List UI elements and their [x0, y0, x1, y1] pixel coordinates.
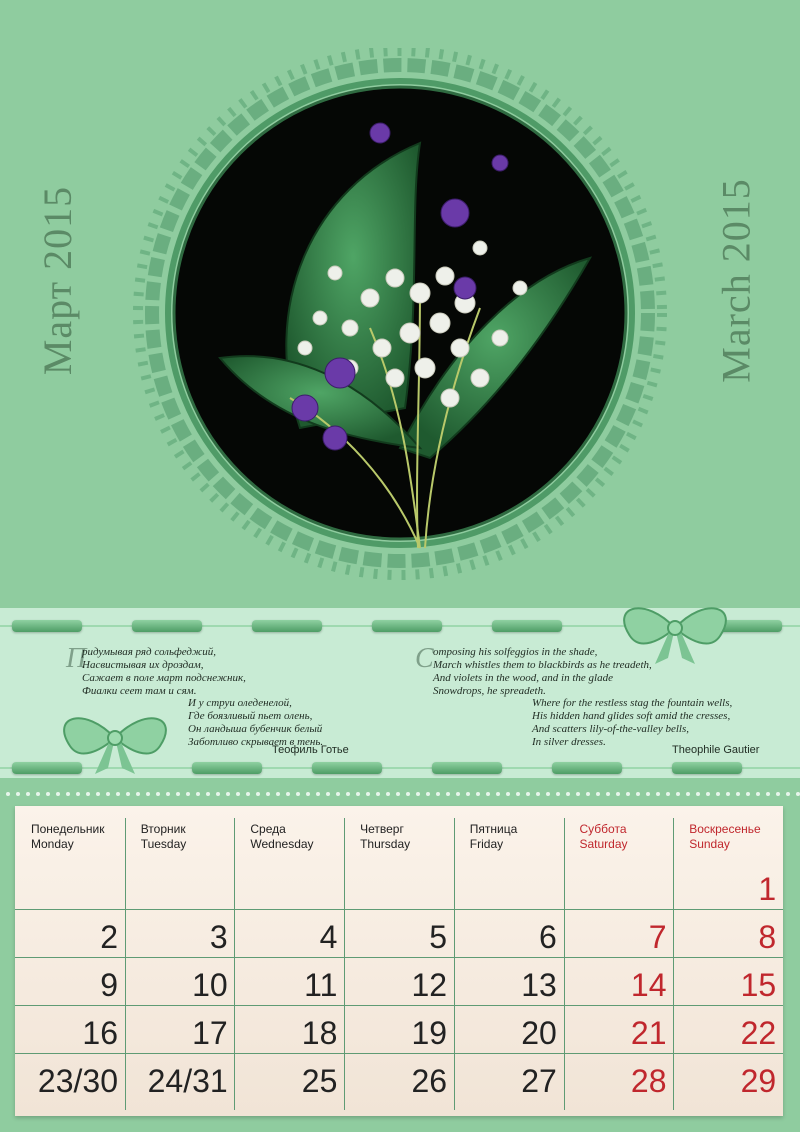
author-ru: Теофиль Готье	[272, 744, 349, 756]
author-en: Theophile Gautier	[672, 744, 760, 756]
date-cell: 3	[209, 919, 228, 955]
date-cell: 27	[521, 1063, 557, 1099]
embroidery-artwork	[120, 48, 680, 608]
day-name-ru: Суббота	[579, 822, 627, 836]
day-header-tuesday	[141, 822, 187, 852]
date-cell: 16	[82, 1015, 118, 1051]
date-cell: 13	[521, 967, 557, 1003]
day-header-friday	[470, 822, 518, 852]
day-header-wednesday	[250, 822, 313, 852]
row-divider	[15, 1005, 783, 1006]
date-cell: 14	[630, 967, 667, 1003]
date-cell: 25	[301, 1063, 338, 1099]
day-name-ru: Понедельник	[31, 822, 105, 836]
day-name-en: Friday	[469, 837, 504, 851]
day-name-en: Monday	[31, 837, 74, 851]
day-name-en: Wednesday	[250, 837, 314, 851]
day-header-thursday	[360, 822, 410, 852]
date-cell: 18	[301, 1015, 338, 1051]
day-header-sunday	[689, 822, 761, 852]
row-divider	[15, 1053, 783, 1054]
date-cell: 1	[758, 871, 777, 907]
day-header-saturday	[580, 822, 628, 852]
date-cell: 28	[630, 1063, 667, 1099]
day-name-ru: Пятница	[469, 822, 518, 836]
date-cell: 20	[521, 1015, 557, 1051]
day-name-ru: Среда	[250, 822, 286, 836]
day-name-ru: Воскресенье	[689, 822, 761, 836]
poem-ru-bottom: И у струи оледенелой, Где боязливый пьет олень, Он ландыша бубенчик белый Заботливо скрывает в тень.	[188, 697, 324, 748]
date-cell: 8	[758, 919, 777, 955]
date-cell: 21	[630, 1015, 667, 1051]
date-cell: 4	[319, 919, 338, 955]
date-cell: 6	[539, 919, 557, 955]
date-cell: 11	[304, 967, 338, 1003]
date-cell: 22	[740, 1015, 777, 1051]
date-cell: 7	[648, 919, 667, 955]
day-header-monday	[31, 822, 104, 852]
date-cell: 17	[192, 1015, 228, 1051]
title-russian: Март 2015	[35, 185, 81, 375]
day-name-en: Thursday	[360, 837, 411, 851]
row-divider	[15, 909, 783, 910]
date-cell: 15	[740, 967, 777, 1003]
day-name-ru: Вторник	[140, 822, 186, 836]
date-cell: 9	[100, 967, 118, 1003]
title-english: March 2015	[713, 177, 759, 383]
poem-ru-top: ридумывая ряд сольфеджий, Насвистывая их дроздам, Сажает в поле март подснежник, Фиалки сеет там и сям.	[82, 646, 246, 697]
poem-en-top: omposing his solfeggios in the shade, March whistles them to blackbirds as he treadeth, And violets in the wood, and in the glade Snowdrops, he spreadeth.	[433, 646, 652, 697]
calendar-grid	[15, 806, 783, 1116]
date-cell: 19	[411, 1015, 448, 1051]
day-name-en: Tuesday	[140, 837, 187, 851]
row-divider	[15, 957, 783, 958]
date-cell: 5	[429, 919, 448, 955]
day-name-en: Saturday	[579, 837, 628, 851]
date-cell: 24/31	[147, 1063, 228, 1099]
bow-bottom-left	[40, 706, 190, 776]
date-cell: 12	[411, 967, 448, 1003]
date-cell: 10	[192, 967, 228, 1003]
date-cell: 26	[411, 1063, 448, 1099]
date-cell: 2	[100, 919, 118, 955]
day-name-en: Sunday	[689, 837, 730, 851]
day-name-ru: Четверг	[360, 822, 404, 836]
punch-holes	[0, 792, 800, 800]
drop-cap-ru: П	[66, 643, 87, 674]
poem-en-bottom: Where for the restless stag the fountain wells, His hidden hand glides soft amid the cresses, And scatters lily-of-the-valley bells, In silver dresses.	[532, 697, 733, 748]
date-cell: 29	[740, 1063, 777, 1099]
date-cell: 23/30	[37, 1063, 118, 1099]
drop-cap-en: C	[415, 643, 434, 674]
